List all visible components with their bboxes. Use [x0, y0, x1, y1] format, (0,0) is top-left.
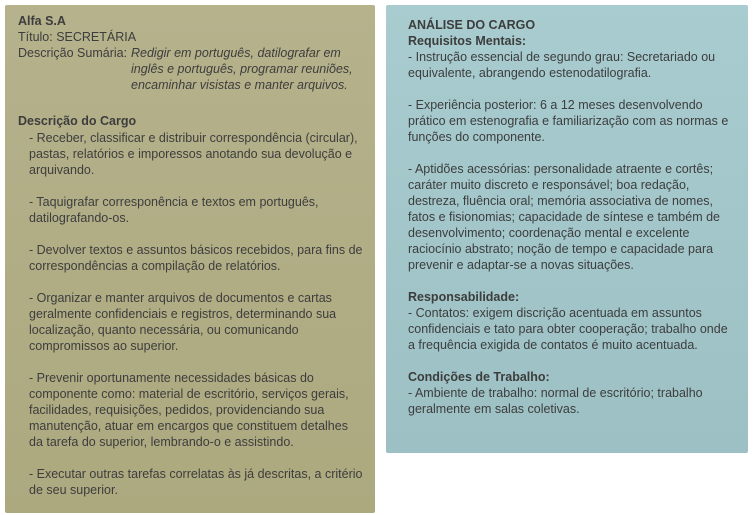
analysis-paragraph: - Aptidões acessórias: personalidade atraente e cortês; caráter muito discreto e responsável; boa redação, destreza, fluência oral; memória associativa de nomes, fatos e fisionomias; capacidade de síntese e também de desenvolvimento; coordenação mental e excelente raciocínio abstrato; noção de tempo e capacidade para prevenir e adaptar-se a novas situações.: [408, 162, 720, 272]
job-item: - Prevenir oportunamente necessidades básicas do componente como: material de escritório, serviços gerais, facilidades, requisições, pedidos, providenciando sua manutenção, atuar em encargos que constituem detalhes da tarefa do superior, lembrando-o e assistindo.: [29, 371, 349, 449]
job-title-line: Título: SECRETÁRIA: [18, 30, 137, 44]
job-analysis-panel: [386, 5, 748, 453]
job-item: - Executar outras tarefas correlatas às já descritas, a critério de seu superior.: [29, 467, 363, 497]
job-item: - Taquigrafar corresponência e textos em português, datilografando-os.: [29, 195, 319, 225]
job-item: - Receber, classificar e distribuir correspondência (circular), pastas, relatórios e imporessos anotando sua devolução e arquivando.: [29, 131, 358, 177]
job-item: - Devolver textos e assuntos básicos recebidos, para fins de correspondências a compilação de relatórios.: [29, 243, 363, 273]
analysis-paragraph: - Instrução essencial de segundo grau: Secretariado ou equivalente, abrangendo estenodatilografia.: [408, 50, 716, 80]
job-description-items: [18, 130, 363, 498]
job-description-panel: [5, 5, 375, 513]
job-item: - Organizar e manter arquivos de documentos e cartas geralmente confidenciais e registros, determinando sua localização, quanto necessária, ou comunicando compromissos ao superior.: [29, 291, 337, 353]
responsibility-heading: Responsabilidade:: [408, 290, 520, 304]
mental-requirements-heading: Requisitos Mentais:: [408, 34, 527, 48]
analysis-title: ANÁLISE DO CARGO: [408, 18, 536, 32]
summary-row: [18, 45, 363, 93]
analysis-paragraph: - Contatos: exigem discrição acentuada em assuntos confidenciais e tato para obter cooperação; trabalho onde a frequência exigida de contatos é muito acentuada.: [408, 306, 728, 352]
summary-label: Descrição Sumária:: [18, 46, 128, 60]
analysis-paragraph: - Experiência posterior: 6 a 12 meses desenvolvendo prático em estenografia e familiarização com as normas e funções do componente.: [408, 98, 729, 144]
work-conditions-heading: Condições de Trabalho:: [408, 370, 550, 384]
job-description-heading: Descrição do Cargo: [18, 114, 137, 128]
company-name: Alfa S.A: [18, 14, 66, 28]
summary-text: Redigir em português, datilografar em inglês e português, programar reuniões, encaminhar visistas e manter arquivos.: [131, 46, 353, 92]
analysis-paragraph: - Ambiente de trabalho: normal de escritório; trabalho geralmente em salas coletivas.: [408, 386, 703, 416]
